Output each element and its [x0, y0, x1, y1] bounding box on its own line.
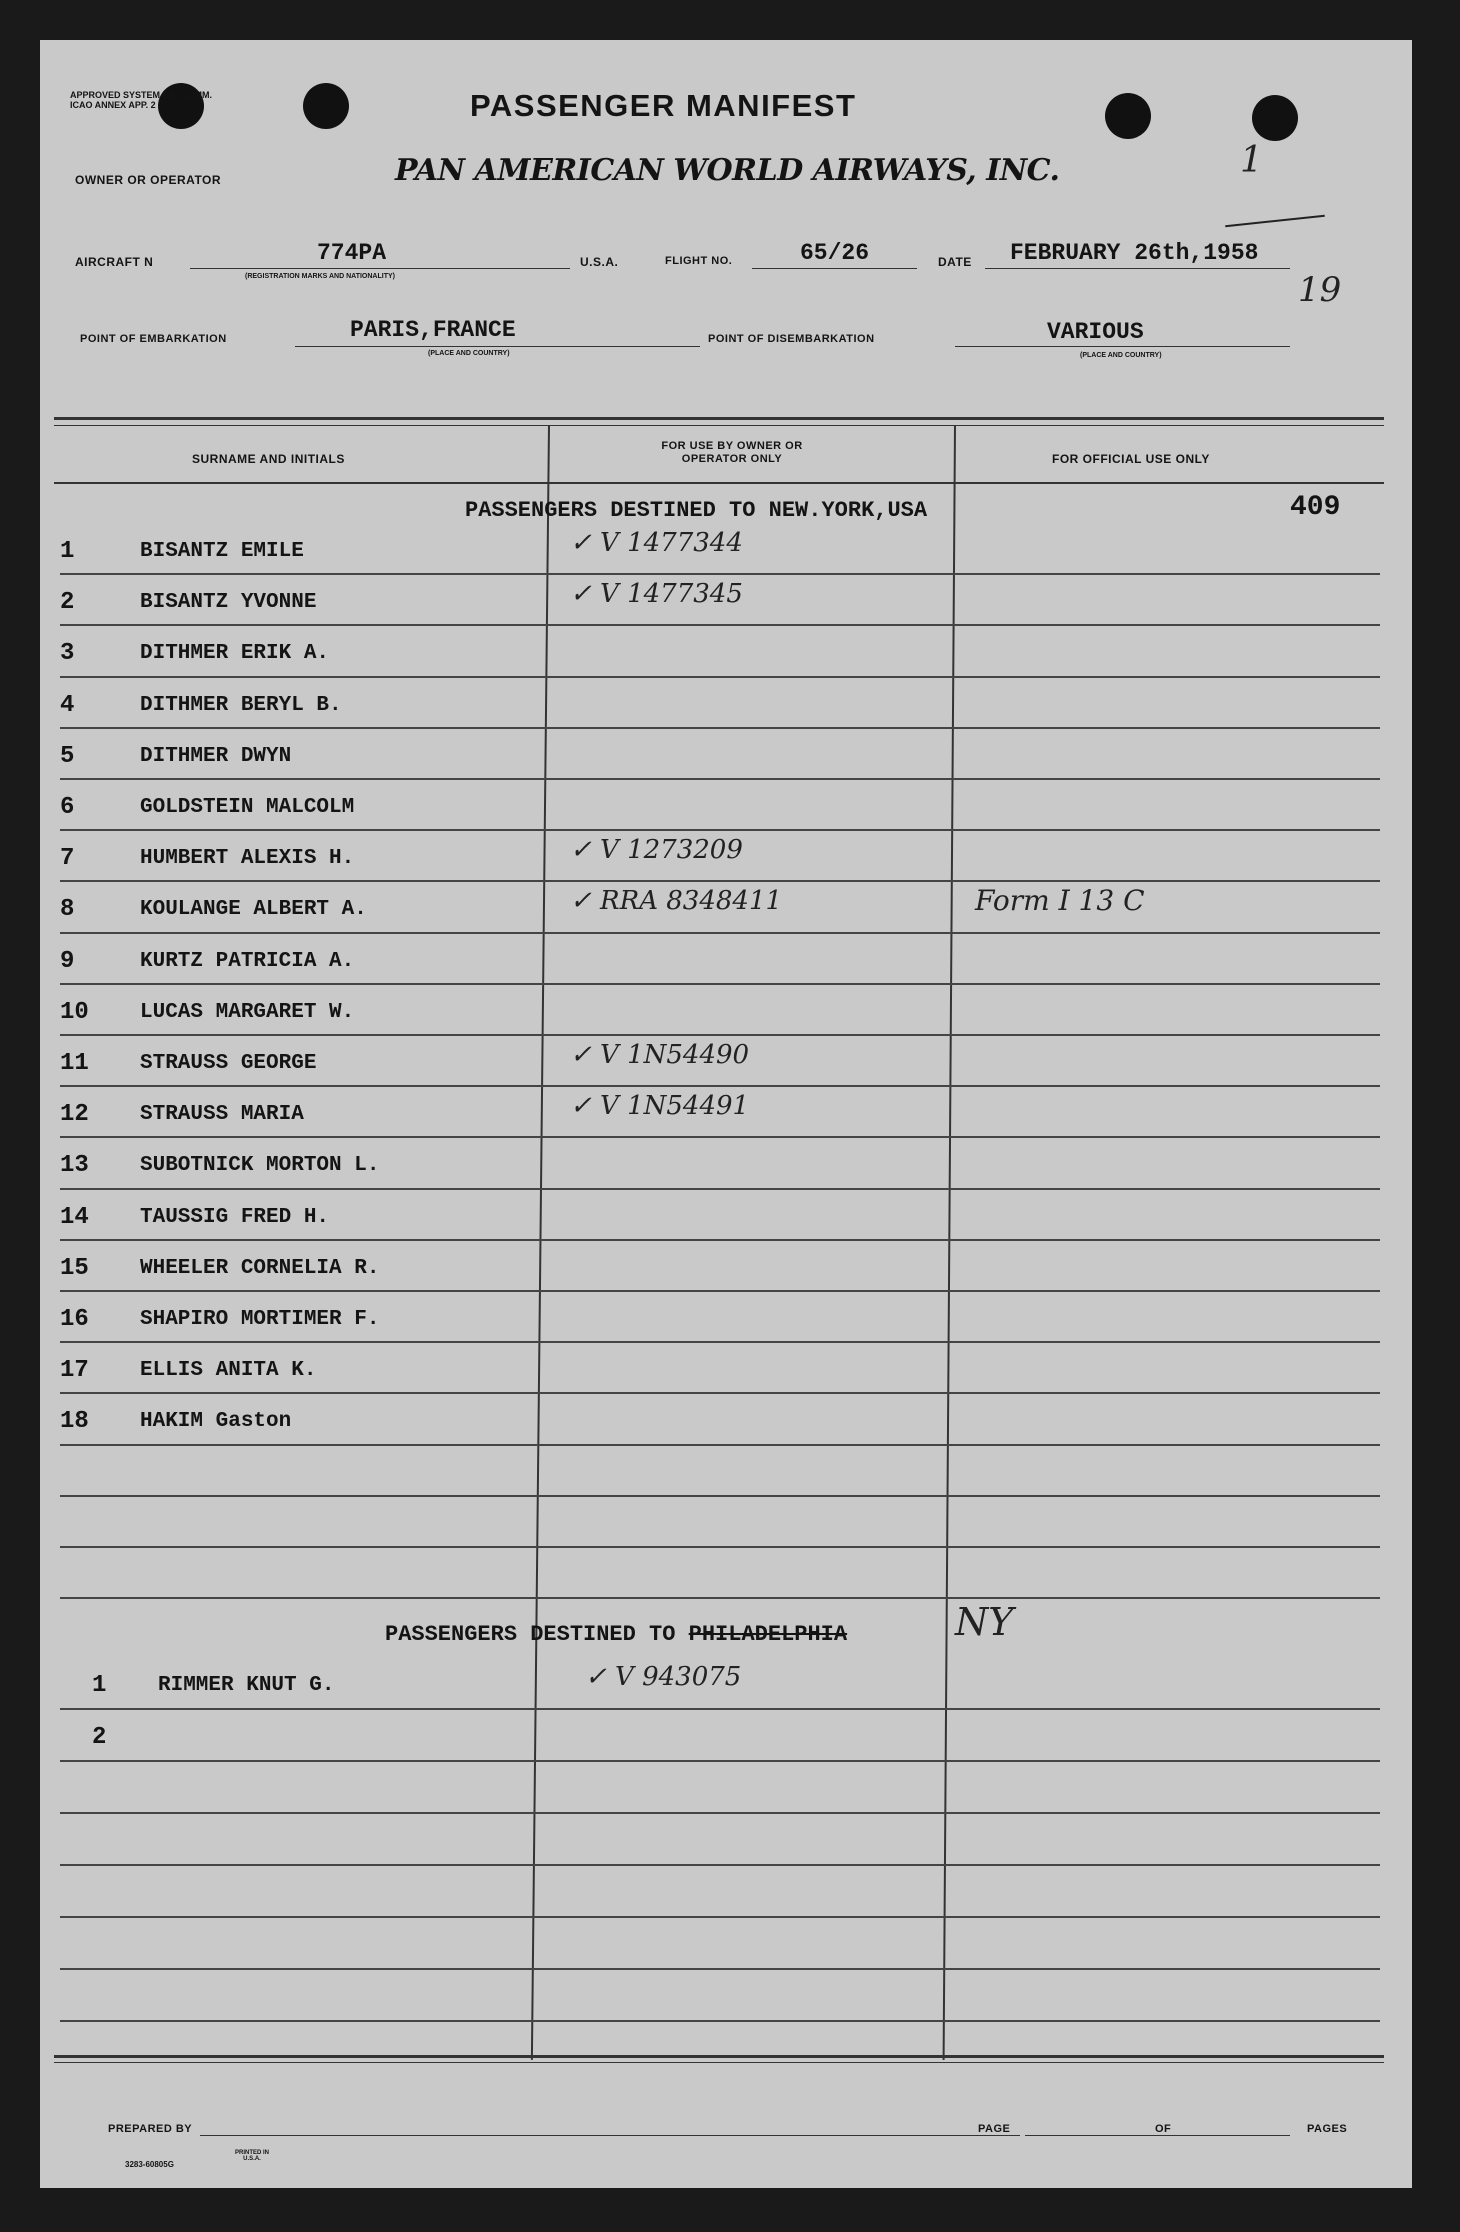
row-number: 6: [60, 794, 75, 821]
form-title: PASSENGER MANIFEST: [470, 88, 857, 123]
col-header-owner: FOR USE BY OWNER OR OPERATOR ONLY: [661, 440, 803, 465]
row-rule: [60, 1444, 1380, 1446]
row-rule: [60, 880, 1380, 882]
row-number: 7: [60, 845, 75, 873]
row-number: 13: [60, 1152, 89, 1180]
passenger-name: LUCAS MARGARET W.: [140, 1000, 355, 1024]
section2-heading: [385, 1622, 847, 1647]
row-rule: [60, 573, 1380, 575]
table-row: [40, 577, 1412, 628]
pages-label: PAGES: [1307, 2123, 1348, 2135]
embark-sub: (PLACE AND COUNTRY): [428, 350, 510, 357]
passenger-name: SUBOTNICK MORTON L.: [140, 1154, 380, 1178]
page-underline: [1025, 2135, 1290, 2136]
row-rule: [60, 1085, 1380, 1087]
blank-row-rule: [60, 1597, 1380, 1599]
owner-note: ✓ V 1477344: [570, 528, 743, 558]
aircraft-value: 774PA: [317, 240, 387, 266]
corner-mark-line: [1225, 215, 1325, 227]
embark-underline: [295, 346, 700, 347]
table-row: [40, 680, 1412, 731]
row-number: 18: [60, 1408, 89, 1436]
table-row: [40, 1089, 1412, 1140]
row-rule: [60, 1239, 1380, 1241]
corner-mark-2: 19: [1298, 270, 1342, 310]
table-row: [40, 1140, 1412, 1191]
disembark-sub: (PLACE AND COUNTRY): [1080, 352, 1162, 359]
owner-label: OWNER OR OPERATOR: [75, 173, 222, 187]
row-rule: [60, 1708, 1380, 1710]
row-rule: [60, 778, 1380, 780]
table-row: [40, 1712, 1412, 1764]
row-number: 1: [92, 1672, 107, 1699]
owner-note: ✓ RRA 8348411: [570, 886, 783, 917]
table-top-rule: [54, 417, 1384, 420]
blank-row-rule: [60, 1916, 1380, 1918]
blank-row-rule: [60, 1968, 1380, 1970]
approval-note: APPROVED SYSTEM F.A. COMM. ICAO ANNEX APP. 2: [70, 90, 213, 110]
table-row: [40, 884, 1412, 935]
table-row: [40, 731, 1412, 782]
prepared-label: PREPARED BY: [108, 2123, 193, 2135]
table-row: [40, 1396, 1412, 1447]
row-rule: [60, 1188, 1380, 1190]
blank-row-rule: [60, 1546, 1380, 1548]
embark-label: POINT OF EMBARKATION: [80, 333, 227, 345]
table-row: [40, 1192, 1412, 1243]
table-row: [40, 1660, 1412, 1712]
section2-heading-hand: NY: [955, 1600, 1014, 1644]
form-code: 3283-60805G: [125, 2160, 174, 2169]
blank-row-rule: [60, 1495, 1380, 1497]
row-number: 9: [60, 947, 75, 975]
table-bottom-rule: [54, 2055, 1384, 2058]
punch-hole: [1252, 95, 1298, 141]
row-number: 14: [60, 1203, 89, 1231]
flight-value: 65/26: [800, 240, 870, 266]
row-number: 17: [60, 1357, 89, 1385]
passenger-name: WHEELER CORNELIA R.: [140, 1256, 380, 1280]
date-label: DATE: [938, 255, 972, 269]
owner-note: ✓ V 1477345: [570, 579, 743, 610]
table-row: [40, 1345, 1412, 1396]
table-top-rule-2: [54, 425, 1384, 426]
section1-count: 409: [1290, 492, 1341, 523]
table-row: [40, 782, 1412, 833]
table-bottom-rule-2: [54, 2062, 1384, 2063]
blank-row-rule: [60, 1812, 1380, 1814]
passenger-name: STRAUSS MARIA: [140, 1103, 304, 1127]
disembark-value: VARIOUS: [1047, 319, 1144, 345]
row-number: 12: [60, 1101, 89, 1129]
row-number: 10: [60, 998, 89, 1026]
manifest-sheet: [40, 40, 1412, 2188]
corner-mark-1: 1: [1240, 140, 1263, 181]
section2-heading-prefix: PASSENGERS DESTINED TO: [385, 1622, 676, 1647]
table-row: [40, 987, 1412, 1038]
row-number: 8: [60, 896, 75, 924]
row-rule: [60, 676, 1380, 678]
section1-heading: PASSENGERS DESTINED TO NEW.YORK,USA: [465, 498, 928, 523]
disembark-underline: [955, 346, 1290, 347]
col-header-rule: [54, 482, 1384, 484]
row-rule: [60, 829, 1380, 831]
passenger-name: HUMBERT ALEXIS H.: [140, 847, 355, 871]
of-label: OF: [1155, 2123, 1172, 2135]
row-number: 3: [60, 640, 75, 668]
owner-note: ✓ V 1273209: [570, 835, 743, 866]
col-header-surname: SURNAME AND INITIALS: [192, 452, 345, 466]
owner-note: ✓ V 1N54491: [570, 1091, 750, 1122]
passenger-name: TAUSSIG FRED H.: [140, 1205, 330, 1229]
row-number: 1: [60, 538, 75, 565]
punch-hole: [1105, 93, 1151, 139]
row-rule: [60, 727, 1380, 729]
passenger-name: KURTZ PATRICIA A.: [140, 949, 355, 973]
passenger-name: RIMMER KNUT G.: [158, 1674, 335, 1697]
passenger-name: STRAUSS GEORGE: [140, 1052, 317, 1075]
page-label: PAGE: [978, 2123, 1011, 2135]
col-header-official: FOR OFFICIAL USE ONLY: [1052, 452, 1210, 466]
disembark-label: POINT OF DISEMBARKATION: [708, 333, 875, 345]
table-row: [40, 936, 1412, 987]
row-rule: [60, 1034, 1380, 1036]
row-number: 15: [60, 1254, 89, 1282]
embark-value: PARIS,FRANCE: [350, 317, 516, 343]
punch-hole: [303, 83, 349, 129]
aircraft-label: AIRCRAFT N: [75, 255, 154, 269]
passenger-name: DITHMER ERIK A.: [140, 642, 330, 666]
section2-heading-struck: PHILADELPHIA: [688, 1622, 848, 1647]
official-note: Form I 13 C: [975, 884, 1145, 918]
owner-note: ✓ V 943075: [585, 1662, 742, 1692]
passenger-name: SHAPIRO MORTIMER F.: [140, 1308, 380, 1331]
table-row: [40, 1038, 1412, 1089]
aircraft-underline: [190, 268, 570, 269]
prepared-underline: [200, 2135, 1020, 2136]
passenger-name: ELLIS ANITA K.: [140, 1359, 317, 1383]
table-row: [40, 526, 1412, 577]
passenger-name: BISANTZ EMILE: [140, 540, 304, 563]
passenger-name: BISANTZ YVONNE: [140, 591, 317, 615]
table-row: [40, 833, 1412, 884]
row-rule: [60, 983, 1380, 985]
passenger-name: DITHMER DWYN: [140, 744, 292, 768]
row-rule: [60, 1136, 1380, 1138]
passenger-name: HAKIM Gaston: [140, 1410, 292, 1434]
row-rule: [60, 624, 1380, 626]
passenger-name: DITHMER BERYL B.: [140, 693, 342, 717]
date-value: FEBRUARY 26th,1958: [1010, 240, 1259, 266]
aircraft-sub: (REGISTRATION MARKS AND NATIONALITY): [245, 273, 395, 280]
table-row: [40, 628, 1412, 679]
blank-row-rule: [60, 1864, 1380, 1866]
row-number: 11: [60, 1050, 89, 1077]
owner-name: PAN AMERICAN WORLD AIRWAYS, INC.: [395, 153, 1060, 188]
passenger-name: KOULANGE ALBERT A.: [140, 898, 367, 922]
row-number: 4: [60, 691, 75, 719]
passenger-name: GOLDSTEIN MALCOLM: [140, 796, 355, 819]
row-rule: [60, 1290, 1380, 1292]
owner-note: ✓ V 1N54490: [570, 1040, 750, 1070]
flight-label: FLIGHT NO.: [665, 255, 733, 267]
row-rule: [60, 1392, 1380, 1394]
row-rule: [60, 932, 1380, 934]
flight-underline: [752, 268, 917, 269]
table-row: [40, 1294, 1412, 1345]
printer-mark: PRINTED IN U.S.A.: [234, 2150, 269, 2162]
row-number: 2: [92, 1724, 107, 1751]
blank-row-rule: [60, 2020, 1380, 2022]
row-rule: [60, 1760, 1380, 1762]
row-number: 2: [60, 589, 75, 617]
usa-label: U.S.A.: [580, 255, 619, 269]
row-number: 5: [60, 742, 75, 770]
date-underline: [985, 268, 1290, 269]
row-number: 16: [60, 1306, 89, 1333]
row-rule: [60, 1341, 1380, 1343]
table-row: [40, 1243, 1412, 1294]
